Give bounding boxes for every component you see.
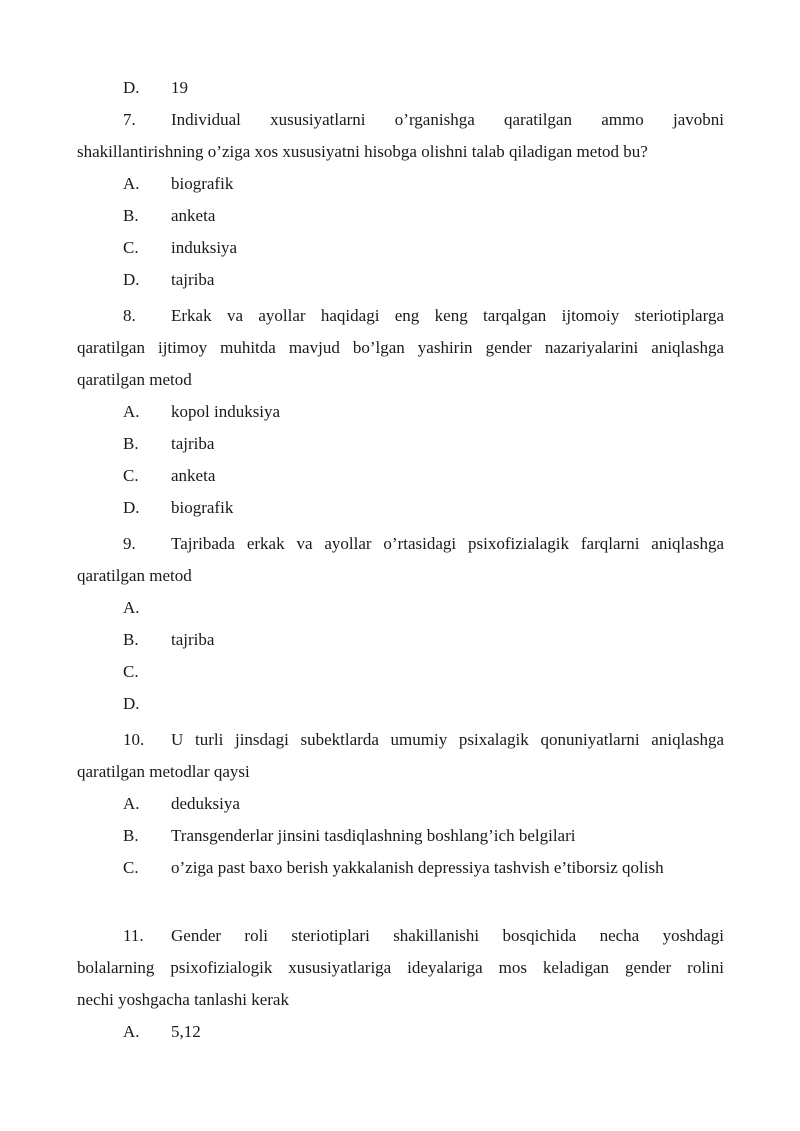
item-text: deduksiya — [171, 794, 240, 813]
question-line — [123, 300, 724, 332]
question-line — [123, 492, 724, 524]
question-line — [123, 592, 724, 624]
continuation-line — [77, 136, 724, 168]
item-text: anketa — [171, 466, 216, 485]
item-text: qaratilgan metodlar qaysi — [77, 762, 250, 781]
question-line — [123, 852, 724, 884]
item-text: U turli jinsdagi subektlarda umumiy psixalagik qonuniyatlarni aniqlashga — [171, 730, 724, 749]
item-label: B. — [123, 630, 139, 649]
item-text: tajriba — [171, 630, 215, 649]
item-text: anketa — [171, 206, 216, 225]
item-text: 19 — [171, 78, 188, 97]
item-label: C. — [123, 858, 139, 877]
item-label: A. — [123, 598, 140, 617]
item-text: tajriba — [171, 434, 215, 453]
question-line — [123, 428, 724, 460]
item-label: C. — [123, 662, 139, 681]
continuation-line — [77, 364, 724, 396]
item-text: biografik — [171, 498, 234, 517]
item-text: Individual xususiyatlarni o’rganishga qaratilgan ammo javobni — [171, 110, 724, 129]
question-line — [123, 396, 724, 428]
continuation-line — [77, 756, 724, 788]
item-text: nechi yoshgacha tanlashi kerak — [77, 990, 289, 1009]
question-line — [123, 264, 724, 296]
question-line — [123, 200, 724, 232]
question-line — [123, 72, 724, 104]
item-label: D. — [123, 270, 140, 289]
item-text: 5,12 — [171, 1022, 201, 1041]
question-line — [123, 724, 724, 756]
item-label: D. — [123, 498, 140, 517]
item-label: A. — [123, 794, 140, 813]
item-label: 10. — [123, 730, 145, 749]
item-label: B. — [123, 826, 139, 845]
question-line — [123, 168, 724, 200]
item-text: induksiya — [171, 238, 238, 257]
item-label: A. — [123, 174, 140, 193]
item-text: Gender roli steriotiplari shakillanishi bosqichida necha yoshdagi — [171, 926, 724, 945]
item-label: D. — [123, 78, 140, 97]
item-label: A. — [123, 402, 140, 421]
item-label: A. — [123, 1022, 140, 1041]
question-line — [123, 232, 724, 264]
item-text: Tajribada erkak va ayollar o’rtasidagi psixofizialagik farqlarni aniqlashga — [171, 534, 724, 553]
item-text: kopol induksiya — [171, 402, 281, 421]
item-label: B. — [123, 434, 139, 453]
item-text: biografik — [171, 174, 234, 193]
question-line — [123, 1016, 724, 1048]
item-text: Erkak va ayollar haqidagi eng keng tarqalgan ijtomoiy steriotiplarga — [171, 306, 724, 325]
question-line — [123, 624, 724, 656]
question-line — [123, 528, 724, 560]
continuation-line — [77, 952, 724, 984]
item-label: B. — [123, 206, 139, 225]
question-line — [123, 788, 724, 820]
item-text: qaratilgan metod — [77, 566, 192, 585]
question-line — [123, 688, 724, 720]
item-label: C. — [123, 466, 139, 485]
item-label: D. — [123, 694, 140, 713]
item-label: 9. — [123, 534, 136, 553]
continuation-line — [77, 560, 724, 592]
item-text: tajriba — [171, 270, 215, 289]
item-text: qaratilgan ijtimoy muhitda mavjud bo’lgan yashirin gender nazariyalarini aniqlashga — [77, 338, 724, 357]
continuation-line — [77, 332, 724, 364]
question-line — [123, 104, 724, 136]
continuation-line — [77, 984, 724, 1016]
item-text: qaratilgan metod — [77, 370, 192, 389]
question-line — [123, 920, 724, 952]
item-text: bolalarning psixofizialogik xususiyatlariga ideyalariga mos keladigan gender rolini — [77, 958, 724, 977]
question-line — [123, 460, 724, 492]
item-label: C. — [123, 238, 139, 257]
question-line — [123, 656, 724, 688]
question-line — [123, 820, 724, 852]
item-text: shakillantirishning o’ziga xos xususiyatni hisobga olishni talab qiladigan metod bu? — [77, 142, 648, 161]
item-label: 8. — [123, 306, 136, 325]
item-text: Transgenderlar jinsini tasdiqlashning boshlang’ich belgilari — [171, 826, 576, 845]
item-text: o’ziga past baxo berish yakkalanish depressiya tashvish e’tiborsiz qolish — [171, 858, 664, 877]
item-label: 7. — [123, 110, 136, 129]
item-label: 11. — [123, 926, 144, 945]
